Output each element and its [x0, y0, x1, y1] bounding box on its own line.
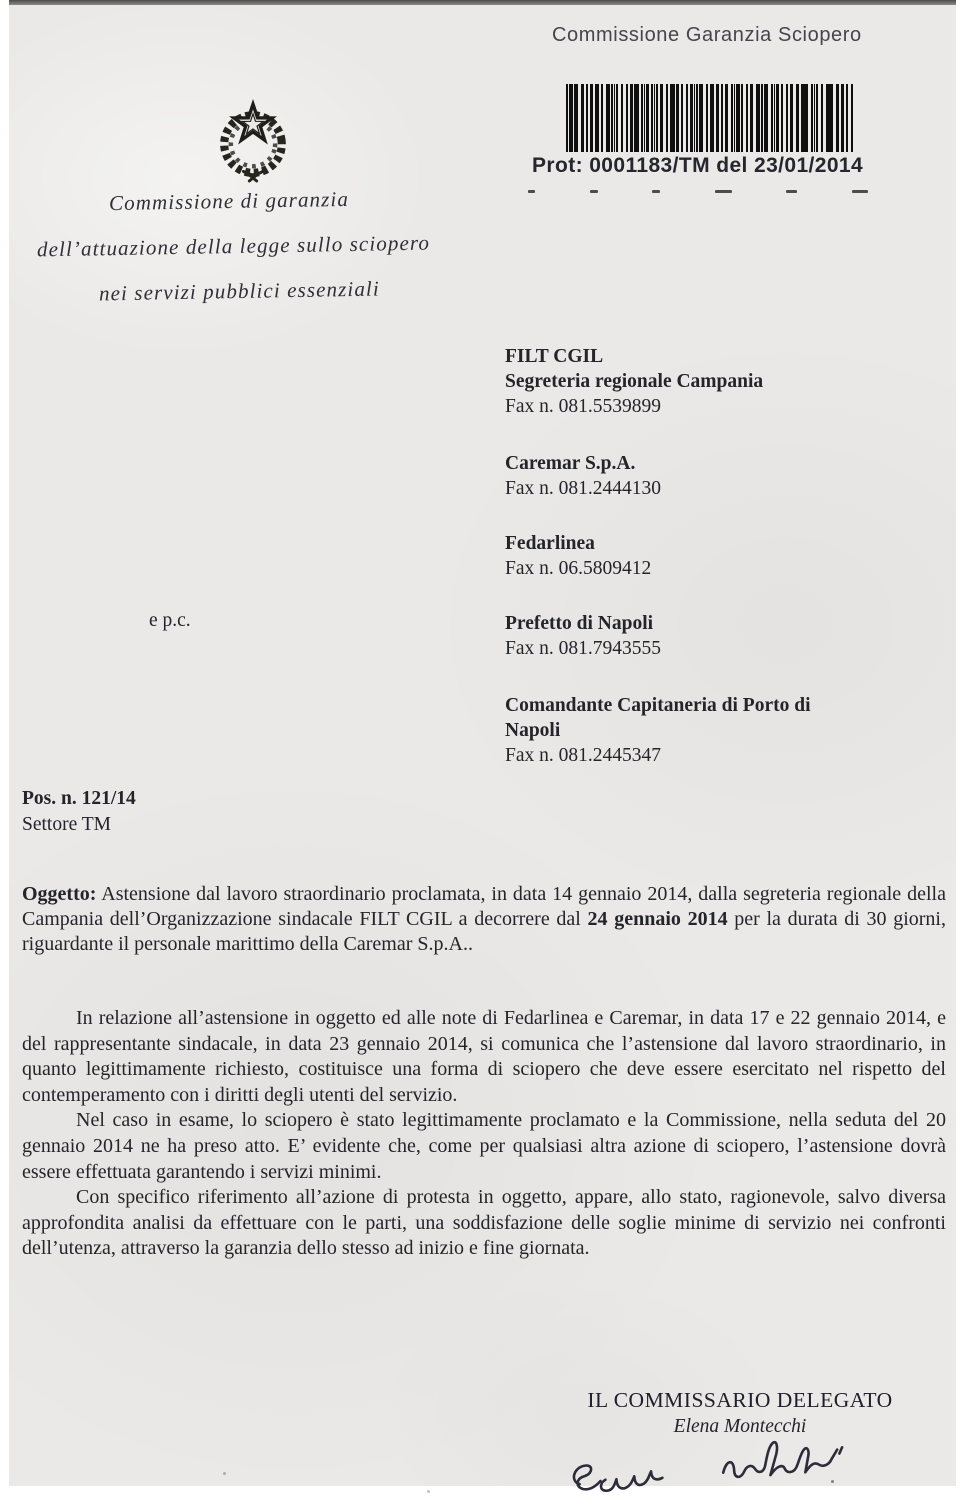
body-paragraph-2: Nel caso in esame, lo sciopero è stato legittimamente proclamato e la Commissione, nella seduta del 20 gennaio 2014 ne ha preso atto. E’ evidente che, come per qualsiasi altra azione di sciopero, l’astensione dovrà essere effettuata garantendo i servizi minimi. [22, 1109, 946, 1183]
recipient-name: FILT CGIL [505, 346, 604, 367]
scan-speck [427, 1490, 430, 1493]
recipient-name: Prefetto di Napoli [505, 613, 654, 634]
letterhead-line-3: nei servizi pubblici essenziali [98, 276, 381, 306]
dash-mark [715, 190, 732, 193]
position-number: Pos. n. 121/14 [22, 788, 136, 809]
dash-mark [852, 190, 868, 193]
dash-mark [652, 190, 660, 193]
star-shape [234, 104, 272, 140]
recipient-fax: Fax n. 081.7943555 [505, 638, 661, 659]
body-paragraph-3: Con specifico riferimento all’azione di protesta in oggetto, appare, allo stato, ragionevole, salvo diversa approfondita analisi da effettuare con le parti, una soddisfazione delle soglie minime di servizio nei confronti dell’utenza, attraverso la garanzia dello stesso ad inizio e fine giornata. [22, 1186, 946, 1260]
body-paragraph-1: In relazione all’astensione in oggetto ed alle note di Fedarlinea e Caremar, in data 17 e 22 gennaio 2014, e del rappresentante sindacale, in data 23 gennaio 2014, si comunica che l’astensione dal lavoro straordinario, in quanto legittimamente richiesto, costituisce una forma di sciopero che deve essere esercitato nel rispetto del contemperamento con i diritti degli utenti del servizio. [22, 1007, 946, 1106]
recipient-caremar [505, 451, 865, 501]
sector-label: Settore TM [22, 814, 112, 835]
recipient-name: Fedarlinea [505, 533, 595, 554]
letterhead-line-1: Commissione di garanzia [108, 186, 350, 216]
recipient-name: Comandante Capitaneria di Porto di Napoli [505, 695, 811, 741]
recipient-prefetto [505, 611, 865, 661]
stamp-dashes-artifact [528, 190, 868, 193]
republic-star-wreath-emblem-icon [205, 86, 301, 194]
handwritten-signature-icon [565, 1438, 905, 1498]
signature-block [545, 1388, 935, 1438]
letter-body [22, 1006, 946, 1262]
letterhead-line-2: dell’attuazione della legge sullo sciopero [36, 230, 431, 262]
recipient-fax: Fax n. 081.2445347 [505, 745, 661, 766]
scan-speck [223, 1472, 226, 1475]
recipient-fax: Fax n. 06.5809412 [505, 558, 652, 579]
subject-bold-date: 24 gennaio 2014 [587, 908, 728, 930]
signatory-name: Elena Montecchi [673, 1416, 807, 1437]
recipient-filt-cgil [505, 344, 865, 419]
recipient-fax: Fax n. 081.2444130 [505, 478, 661, 499]
subject-paragraph [22, 882, 946, 957]
subject-label: Oggetto: [22, 883, 97, 905]
dash-mark [528, 190, 535, 193]
cc-label: e p.c. [149, 610, 191, 631]
barcode-icon [566, 84, 853, 152]
scan-speck [831, 1480, 834, 1483]
subject-text-end: per la durata di 30 giorni, riguardante il personale marittimo della Caremar S.p.A.. [22, 908, 946, 955]
paper-background [9, 0, 956, 1486]
scan-edge-artifact [9, 0, 956, 5]
stamp-office-name: Commissione Garanzia Sciopero [552, 24, 862, 46]
recipient-fax: Fax n. 081.5539899 [505, 396, 661, 417]
recipient-capitaneria [505, 693, 850, 768]
subject-text-start: Astensione dal lavoro straordinario proclamata, in data 14 gennaio 2014, dalla segreteria regionale della Campania dell’Organizzazione sindacale FILT CGIL a decorrere dal [22, 883, 946, 930]
recipient-fedarlinea [505, 531, 865, 581]
recipient-name: Caremar S.p.A. [505, 453, 636, 474]
dash-mark [590, 190, 598, 193]
protocol-number: Prot: 0001183/TM del 23/01/2014 [532, 154, 864, 177]
dash-mark [786, 190, 797, 193]
reference-block [22, 786, 136, 838]
recipient-dept: Segreteria regionale Campania [505, 371, 764, 392]
signatory-title: IL COMMISSARIO DELEGATO [587, 1388, 893, 1412]
